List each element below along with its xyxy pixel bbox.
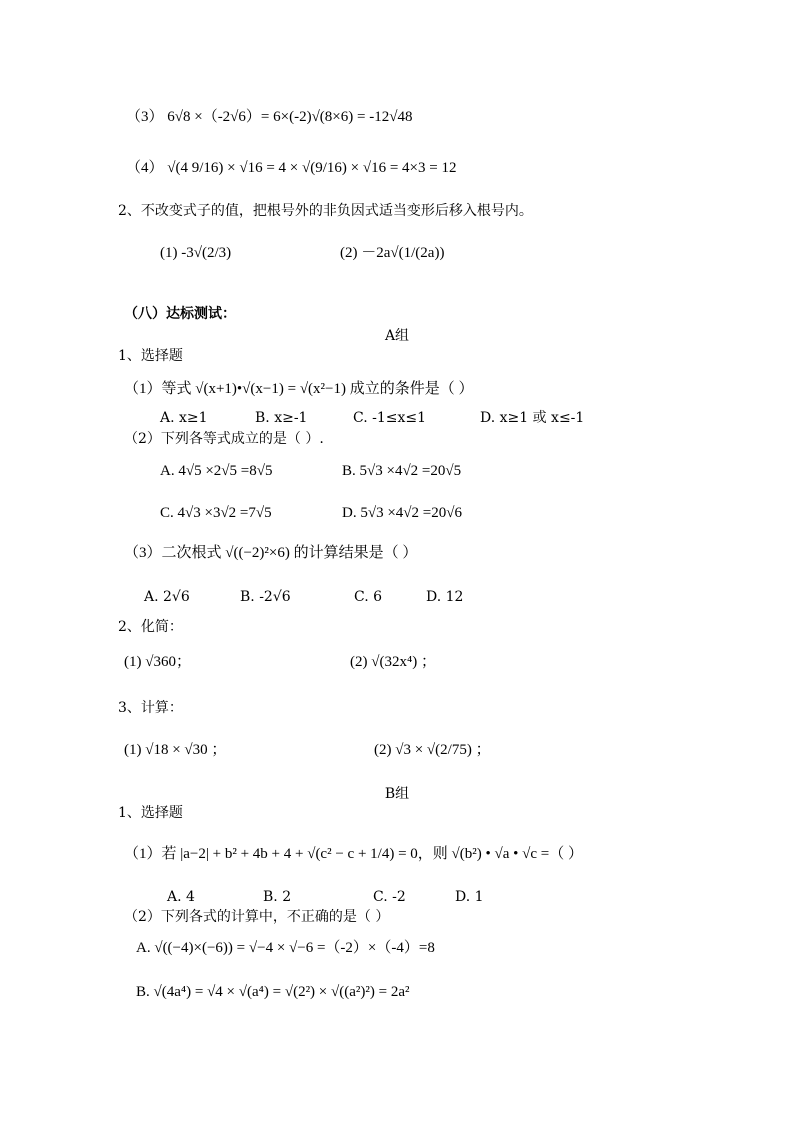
b-question-2: （2）下列各式的计算中，不正确的是（ ） bbox=[124, 909, 390, 925]
group-b-heading: B组 bbox=[384, 786, 410, 802]
option-a: A. x≥1 bbox=[160, 410, 208, 426]
option-d: D. x≥1 或 x≤-1 bbox=[480, 410, 585, 426]
option-b: B. x≥-1 bbox=[255, 410, 308, 426]
section-heading: （八）达标测试： bbox=[124, 306, 236, 322]
simplify-part-1: (1) √360； bbox=[124, 654, 191, 670]
compute-part-1: (1) √18 × √30 ； bbox=[124, 742, 227, 758]
option-a: A. 4 bbox=[167, 889, 195, 905]
group-a-heading: A组 bbox=[384, 328, 410, 344]
a-question-2-option-c: C. 4√3 ×3√2 =7√5 bbox=[160, 505, 272, 521]
exercise-2-part-1: (1) -3√(2/3) bbox=[160, 245, 232, 261]
item-3-calculation: （3） 6√8 ×（-2√6）= 6×(-2)√(8×6) = -12√48 bbox=[126, 109, 413, 125]
a-question-2: （2）下列各等式成立的是（ ）. bbox=[124, 431, 324, 447]
option-d: D. 12 bbox=[426, 589, 464, 605]
option-b: B. 2 bbox=[263, 889, 292, 905]
a-question-2-option-b: B. 5√3 ×4√2 =20√5 bbox=[342, 463, 462, 479]
simplify-heading: 2、化简： bbox=[118, 619, 183, 635]
compute-heading: 3、计算： bbox=[118, 700, 183, 716]
b-question-2-option-a: A. √((−4)×(−6)) = √−4 × √−6 =（-2）×（-4）=8 bbox=[136, 940, 435, 956]
a-question-1: （1）等式 √(x+1)•√(x−1) = √(x²−1) 成立的条件是（ ） bbox=[124, 381, 474, 397]
exercise-2-part-2: (2) －2a√(1/(2a)) bbox=[340, 245, 445, 261]
item-4-calculation: （4） √(4 9/16) × √16 = 4 × √(9/16) × √16 = 4×3 = 12 bbox=[126, 160, 457, 176]
b-question-1: （1）若 |a−2| + b² + 4b + 4 + √(c² − c + 1/4) = 0，则 √(b²) • √a • √c =（ ） bbox=[124, 846, 584, 862]
option-a: A. 2√6 bbox=[144, 589, 190, 605]
option-c: C. 6 bbox=[354, 589, 383, 605]
compute-part-2: (2) √3 × √(2/75) ； bbox=[374, 742, 491, 758]
option-d: D. 1 bbox=[455, 889, 484, 905]
option-b: B. -2√6 bbox=[240, 589, 291, 605]
a-question-2-option-d: D. 5√3 ×4√2 =20√6 bbox=[342, 505, 462, 521]
b-question-2-option-b: B. √(4a⁴) = √4 × √(a⁴) = √(2²) × √((a²)²) = 2a² bbox=[136, 984, 410, 1000]
a-choice-heading: 1、选择题 bbox=[118, 348, 183, 364]
a-question-3: （3）二次根式 √((−2)²×6) 的计算结果是（ ） bbox=[124, 545, 418, 561]
option-c: C. -1≤x≤1 bbox=[353, 410, 427, 426]
a-question-2-option-a: A. 4√5 ×2√5 =8√5 bbox=[160, 463, 273, 479]
simplify-part-2: (2) √(32x⁴) ； bbox=[350, 654, 436, 670]
option-c: C. -2 bbox=[373, 889, 406, 905]
exercise-2-instruction: 2、不改变式子的值，把根号外的非负因式适当变形后移入根号内。 bbox=[118, 203, 533, 219]
b-choice-heading: 1、选择题 bbox=[118, 805, 183, 821]
